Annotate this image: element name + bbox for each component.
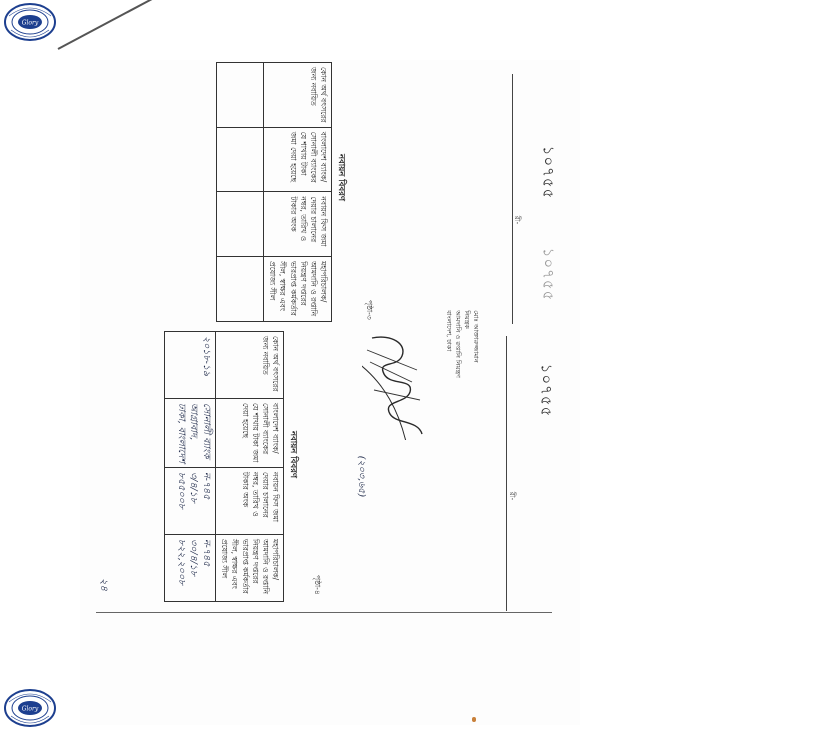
side-mark-lower: রী- bbox=[508, 491, 517, 501]
svg-text:Glory: Glory bbox=[21, 19, 39, 27]
handwritten-challan-1: ন-৭৪৫ bbox=[201, 471, 213, 500]
handwritten-challan-3: ৮৫৫০০৮ bbox=[175, 471, 187, 509]
handwritten-bank-1: সোনালী ব্যাংক bbox=[201, 403, 213, 459]
cell-officer-seal bbox=[217, 257, 264, 322]
official-seal-text bbox=[444, 310, 480, 450]
handwritten-year: ২০১৮-১৯ bbox=[201, 336, 213, 377]
handwritten-challan-4: ন-৭৪৫ bbox=[201, 538, 213, 567]
handwritten-amount: (২০৩,৬৫) bbox=[356, 455, 368, 498]
handwritten-challan-5: ৩০/৪/১৮ bbox=[188, 538, 200, 577]
header-bank-branch: বাংলাদেশ ব্যাংক/ সোনালী ব্যাংকের যে শাখায় টাকা জমা দেয়া হয়েছে bbox=[216, 399, 284, 468]
handwritten-page-mark: ২৪ bbox=[98, 578, 109, 591]
official-location: বাংলাদেশ, ঢাকা bbox=[444, 310, 453, 352]
header-fiscal-year: কোন অর্থ বৎসরের জন্য নবায়িত bbox=[216, 332, 284, 399]
officer-signature bbox=[362, 330, 432, 440]
renewal-form-lower bbox=[175, 331, 322, 611]
glory-seal-icon bbox=[3, 688, 57, 728]
serial-number-middle: ১০৭৫৫ bbox=[538, 247, 556, 302]
right-border-upper bbox=[512, 74, 513, 324]
right-border-lower bbox=[506, 336, 507, 611]
page-divider-line bbox=[96, 612, 552, 613]
page-number-upper: পৃষ্ঠা-৩ bbox=[365, 300, 374, 320]
official-designation: নিয়ন্ত্রক bbox=[463, 310, 472, 329]
cell-fiscal-year bbox=[217, 63, 264, 128]
official-name: মোঃ আক্তারুজ্জামান bbox=[472, 310, 481, 363]
header-officer-seal: মহাপরিচালক/ আমদানি ও রপ্তানি নিয়ন্ত্রণ দপ্তরের ভারপ্রাপ্ত কর্মকর্তার সীল, স্বাক্ষর এবং প্রযোজ্য সীল bbox=[264, 257, 332, 322]
cell-challan bbox=[217, 192, 264, 257]
cell-fiscal-year bbox=[165, 332, 216, 399]
header-fiscal-year: কোন অর্থ বৎসরের জন্য নবায়িত bbox=[264, 63, 332, 128]
header-officer-seal: মহাপরিচালক/ আমদানি ও রপ্তানি নিয়ন্ত্রণ দপ্তরের ভারপ্রাপ্ত কর্মকর্তার সীল, স্বাক্ষর এবং প্রযোজ্য সীল bbox=[216, 534, 284, 601]
cell-officer-seal bbox=[165, 534, 216, 601]
company-logo-bottom bbox=[3, 688, 57, 728]
scan-fold-line bbox=[58, 0, 156, 50]
serial-number-top: ১০৭৫৫ bbox=[538, 145, 556, 200]
renewal-form-upper bbox=[232, 62, 374, 322]
glory-seal-icon bbox=[3, 2, 57, 42]
handwritten-challan-6: ৮২২,২০০৮ bbox=[175, 538, 187, 586]
handwritten-bank-3: ঢাকা, বাংলাদেশ bbox=[175, 403, 187, 463]
scan-artifact bbox=[472, 717, 476, 722]
header-challan: নবায়ন ফিস জমা দেয়ার চালানের নম্বর, তারিখ ও টাকার অংক bbox=[216, 467, 284, 534]
renewal-title-upper: নবায়ন বিবরণ bbox=[336, 154, 346, 202]
header-bank-branch: বাংলাদেশ ব্যাংক/ সোনালী ব্যাংকের যে শাখায় টাকা জমা দেয়া হয়েছে bbox=[264, 127, 332, 192]
svg-text:Glory: Glory bbox=[21, 705, 39, 713]
renewal-table-lower bbox=[164, 331, 284, 602]
serial-number-bottom: ১০৭৫৫ bbox=[536, 363, 554, 418]
cell-challan bbox=[165, 467, 216, 534]
renewal-table-upper bbox=[216, 62, 332, 322]
cell-bank-branch bbox=[165, 399, 216, 468]
side-mark-upper: রী- bbox=[513, 215, 522, 225]
official-office: আমদানি ও রপ্তানি নিয়ন্ত্রণ bbox=[454, 310, 462, 378]
header-challan: নবায়ন ফিস জমা দেয়ার চালানের নম্বর, তারিখ ও টাকার অংক bbox=[264, 192, 332, 257]
handwritten-challan-2: ৩/৪/১৮ bbox=[188, 471, 200, 504]
handwritten-bank-2: আগ্রাবাদ, bbox=[188, 403, 200, 441]
company-logo-top bbox=[3, 2, 57, 42]
cell-bank-branch bbox=[217, 127, 264, 192]
renewal-title-lower: নবায়ন বিবরণ bbox=[288, 431, 298, 479]
page-number-lower: পৃষ্ঠা-৪ bbox=[313, 575, 322, 595]
